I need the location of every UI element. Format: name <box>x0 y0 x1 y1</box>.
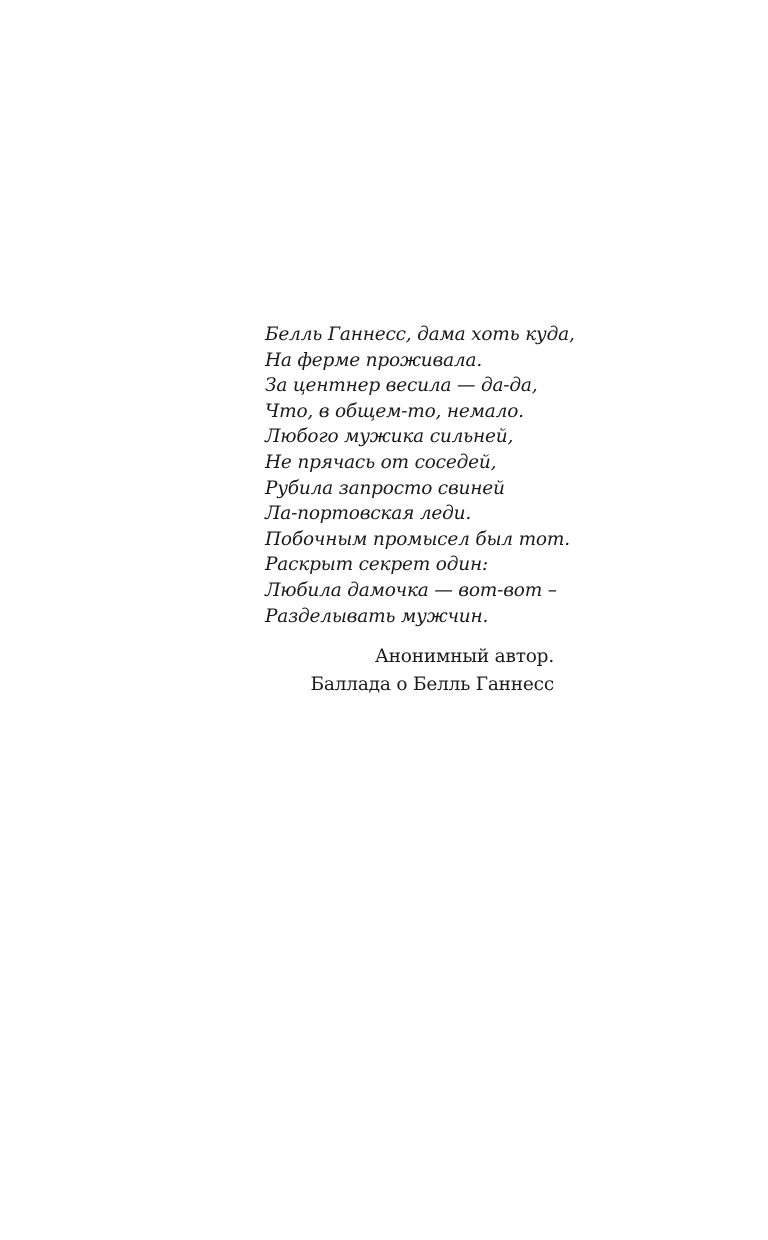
poem <box>265 322 575 629</box>
poem-line: Ла-портовская леди. <box>265 503 472 525</box>
poem-line: Что, в общем-то, немало. <box>265 400 524 422</box>
poem-line: Белль Ганнесс, дама хоть куда, <box>265 324 575 345</box>
attribution-source: Баллада о Белль Ганнесс <box>310 674 554 696</box>
poem-line: Не прячась от соседей, <box>265 451 497 473</box>
poem-line: Рубила запросто свиней <box>265 477 505 499</box>
poem-line: Побочным промысел был тот. <box>265 528 570 550</box>
attribution-author: Анонимный автор. <box>374 646 554 668</box>
poem-line: За центнер весила — да-да, <box>265 375 538 397</box>
poem-line: На ферме проживала. <box>265 349 483 371</box>
poem-line: Любого мужика сильней, <box>265 426 514 448</box>
poem-line: Разделывать мужчин. <box>265 605 489 627</box>
epigraph <box>265 322 575 699</box>
attribution <box>265 643 554 699</box>
poem-line: Раскрыт секрет один: <box>265 554 488 576</box>
poem-line: Любила дамочка — вот-вот – <box>265 579 557 601</box>
